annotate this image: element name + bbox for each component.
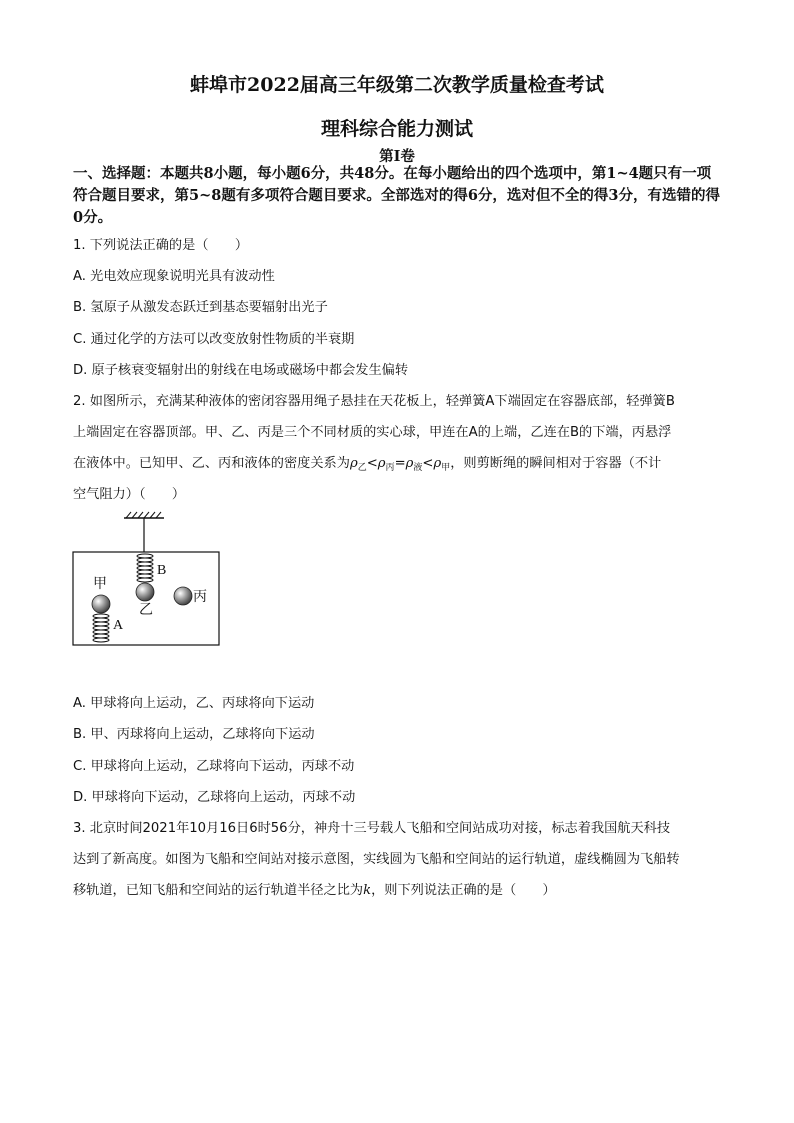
ceiling-hatch bbox=[126, 512, 161, 518]
label-bing: 丙 bbox=[193, 590, 207, 605]
rho-symbol: ρ bbox=[377, 456, 386, 471]
q3-stem-line1: 3. 北京时间2021年10月16日6时56分，神舟十三号载人飞船和空间站成功对接，标志着我国航天科技 bbox=[73, 821, 671, 836]
q1-option-b: B. 氢原子从激发态跃迁到基态要辐射出光子 bbox=[73, 300, 328, 315]
label-jia: 甲 bbox=[93, 577, 107, 592]
exam-subtitle: 理科综合能力测试 bbox=[320, 118, 473, 140]
q3-stem-line2: 达到了新高度。如图为飞船和空间站对接示意图，实线圆为飞船和空间站的运行轨道，虚线椭圆为飞船转 bbox=[73, 852, 680, 867]
label-yi: 乙 bbox=[139, 603, 153, 618]
q2-container-figure bbox=[70, 510, 230, 650]
sub-jia: 甲 bbox=[441, 463, 451, 473]
rho-symbol: ρ bbox=[405, 456, 414, 471]
eq-sign: = bbox=[394, 456, 406, 471]
spring-a bbox=[93, 614, 109, 642]
spring-b bbox=[137, 554, 153, 582]
q3-line3-post: ，则下列说法正确的是（ ） bbox=[371, 883, 556, 898]
q1-option-c: C. 通过化学的方法可以改变放射性物质的半衰期 bbox=[73, 332, 355, 347]
q2-stem-line2: 上端固定在容器顶部。甲、乙、丙是三个不同材质的实心球，甲连在A的上端，乙连在B的下端，丙悬浮 bbox=[73, 425, 672, 440]
ball-jia bbox=[92, 595, 110, 613]
q2-stem-line3 bbox=[73, 452, 661, 473]
q2-option-b: B. 甲、丙球将向上运动，乙球将向下运动 bbox=[73, 727, 315, 742]
q2-line3-pre: 在液体中。已知甲、乙、丙和液体的密度关系为 bbox=[73, 456, 350, 471]
exam-title: 蚌埠市2022届高三年级第二次教学质量检查考试 bbox=[190, 74, 604, 96]
q2-stem-line4: 空气阻力）（ ） bbox=[73, 487, 186, 502]
q1-option-a: A. 光电效应现象说明光具有波动性 bbox=[73, 269, 275, 284]
q2-option-a: A. 甲球将向上运动，乙、丙球将向下运动 bbox=[73, 696, 315, 711]
q2-option-d: D. 甲球将向下运动，乙球将向上运动，丙球不动 bbox=[73, 790, 356, 805]
volume-heading: 第I卷 bbox=[379, 148, 415, 165]
q3-line3-pre: 移轨道，已知飞船和空间站的运行轨道半径之比为 bbox=[73, 883, 364, 898]
sub-yi: 乙 bbox=[357, 463, 367, 473]
ball-bing bbox=[174, 587, 192, 605]
rho-symbol: ρ bbox=[433, 456, 442, 471]
lt-sign: < bbox=[422, 456, 434, 471]
q2-line3-post: ，则剪断绳的瞬间相对于容器（不计 bbox=[450, 456, 662, 471]
lt-sign: < bbox=[366, 456, 378, 471]
ball-yi bbox=[136, 583, 154, 601]
q1-option-d: D. 原子核衰变辐射出的射线在电场或磁场中都会发生偏转 bbox=[73, 363, 409, 378]
k-symbol: k bbox=[363, 883, 372, 898]
q2-stem-line1: 2. 如图所示，充满某种液体的密闭容器用绳子悬挂在天花板上，轻弹簧A下端固定在容器底部，轻弹簧B bbox=[73, 394, 675, 409]
rho-symbol: ρ bbox=[349, 456, 358, 471]
q3-stem-line3 bbox=[73, 879, 556, 898]
section-instructions: 一、选择题：本题共8小题，每小题6分，共48分。在每小题给出的四个选项中，第1~4题只有一项符合题目要求，第5~8题有多项符合题目要求。全部选对的得6分，选对但不全的得3分，有选错的得0分。 bbox=[73, 165, 721, 226]
label-b: B bbox=[157, 563, 167, 578]
sub-ye: 液 bbox=[413, 463, 423, 473]
q1-stem: 1. 下列说法正确的是（ ） bbox=[73, 238, 249, 253]
label-a: A bbox=[113, 618, 124, 633]
sub-bing: 丙 bbox=[385, 463, 395, 473]
q2-option-c: C. 甲球将向上运动，乙球将向下运动，丙球不动 bbox=[73, 759, 355, 774]
